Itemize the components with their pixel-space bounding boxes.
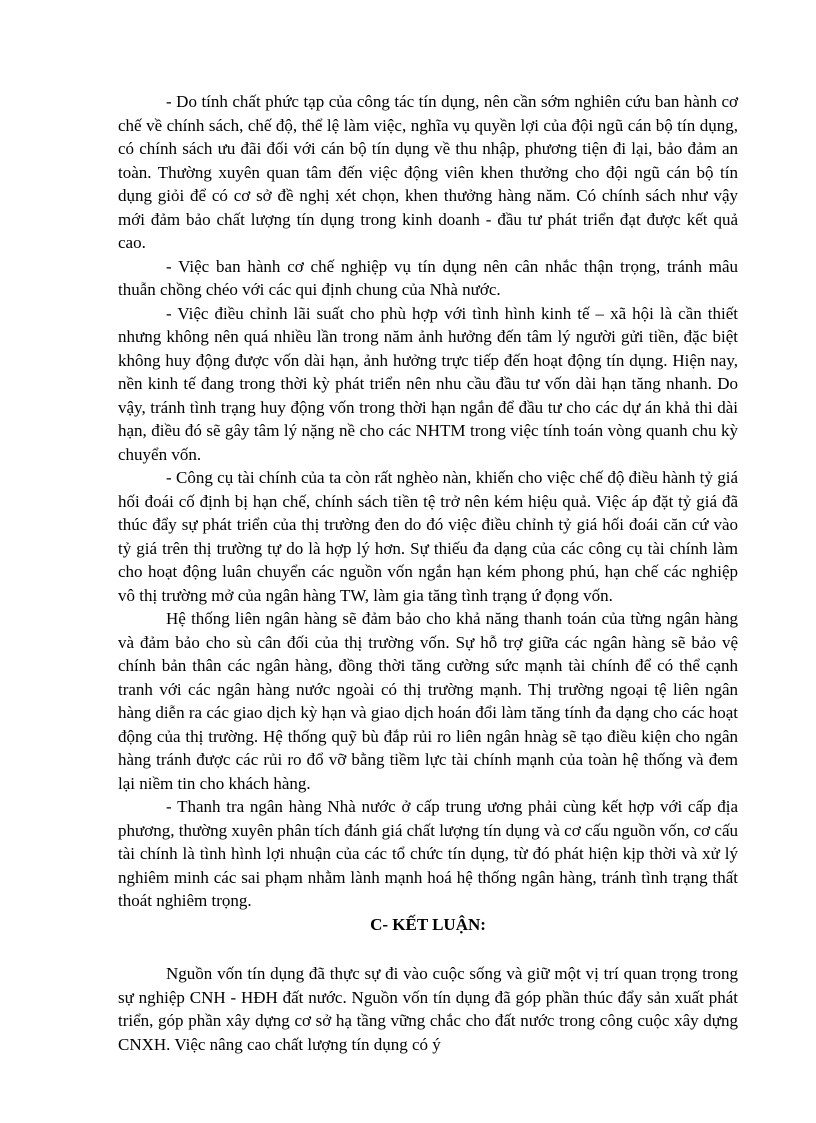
document-page (118, 90, 738, 1056)
paragraph-interbank-system: Hệ thống liên ngân hàng sẽ đảm bảo cho khả năng thanh toán của từng ngân hàng và đảm bảo cho sù cân đối của thị trường vốn. Sự hỗ trợ giữa các ngân hàng sẽ bảo vệ chính bản thân các ngân hàng, đồng thời tăng cường sức mạnh tài chính để có thể cạnh tranh với các ngân hàng nước ngoài có thị trường mạnh. Thị trường ngoại tệ liên ngân hàng diễn ra các giao dịch kỳ hạn và giao dịch hoán đổi làm tăng tính đa dạng cho các hoạt động của thị trường. Hệ thống quỹ bù đắp rủi ro liên ngân hnàg sẽ tạo điều kiện cho ngân hàng tránh được các rủi ro đổ vỡ bằng tiềm lực tài chính mạnh của toàn hệ thống và đem lại niềm tin cho khách hàng. (118, 609, 738, 793)
paragraph-credit-mechanism: - Việc ban hành cơ chế nghiệp vụ tín dụng nên cân nhắc thận trọng, tránh mâu thuẫn chồng chéo với các qui định chung của Nhà nước. (118, 256, 738, 299)
paragraph-bank-inspection: - Thanh tra ngân hàng Nhà nước ở cấp trung ương phải cùng kết hợp với cấp địa phương, thường xuyên phân tích đánh giá chất lượng tín dụng và cơ cấu nguồn vốn, cơ cấu tài chính là tình hình lợi nhuận của các tổ chức tín dụng, từ đó phát hiện kịp thời và xử lý nghiêm minh các sai phạm nhằm lành mạnh hoá hệ thống ngân hàng, tránh tình trạng thất thoát nghiêm trọng. (118, 797, 738, 910)
conclusion-paragraph: Nguồn vốn tín dụng đã thực sự đi vào cuộc sống và giữ một vị trí quan trọng trong sự nghiệp CNH - HĐH đất nước. Nguồn vốn tín dụng đã góp phần thúc đẩy sản xuất phát triển, góp phần xây dựng cơ sở hạ tầng vững chắc cho đất nước trong công cuộc xây dựng CNXH. Việc nâng cao chất lượng tín dụng có ý (118, 964, 738, 1054)
paragraph-financial-tools: - Công cụ tài chính của ta còn rất nghèo nàn, khiến cho việc chế độ điều hành tỷ giá hối đoái cố định bị hạn chế, chính sách tiền tệ trở nên kém hiệu quả. Việc áp đặt tỷ giá đã thúc đẩy sự phát triển của thị trường đen do đó việc điều chỉnh tỷ giá hối đoái căn cứ vào tỷ giá trên thị trường tự do là hợp lý hơn. Sự thiếu đa dạng của các công cụ tài chính làm cho hoạt động luân chuyển các nguồn vốn ngắn hạn kém phong phú, hạn chế các nghiệp vô thị trường mở của ngân hàng TW, làm gia tăng tình trạng ứ đọng vốn. (118, 468, 738, 605)
paragraph-interest-rate: - Việc điều chỉnh lãi suất cho phù hợp với tình hình kinh tế – xã hội là cần thiết nhưng không nên quá nhiều lần trong năm ảnh hưởng đến tâm lý người gửi tiền, đặc biệt không huy động được vốn dài hạn, ảnh hưởng trực tiếp đến hoạt động tín dụng. Hiện nay, nền kinh tế đang trong thời kỳ phát triển nên nhu cầu đầu tư vốn dài hạn tăng nhanh. Do vậy, tránh tình trạng huy động vốn trong thời hạn ngắn để đầu tư cho các dự án khả thi dài hạn, điều đó sẽ gây tâm lý nặng nề cho các NHTM trong việc tính toán vòng quanh chu kỳ chuyển vốn. (118, 303, 738, 464)
conclusion-heading: C- KẾT LUẬN: (370, 914, 486, 934)
paragraph-credit-staff-policy: - Do tính chất phức tạp của công tác tín dụng, nên cần sớm nghiên cứu ban hành cơ chế về chính sách, chế độ, thể lệ làm việc, nghĩa vụ quyền lợi của đội ngũ cán bộ tín dụng, có chính sách ưu đãi đối với cán bộ tín dụng về thu nhập, phương tiện đi lại, bảo đảm an toàn. Thường xuyên quan tâm đến việc động viên khen thưởng cho đội ngũ cán bộ tín dụng giỏi để có cơ sở đề nghị xét chọn, khen thưởng hàng năm. Có chính sách như vậy mới đảm bảo chất lượng tín dụng trong kinh doanh - đầu tư phát triển đạt được kết quả cao. (118, 92, 738, 252)
